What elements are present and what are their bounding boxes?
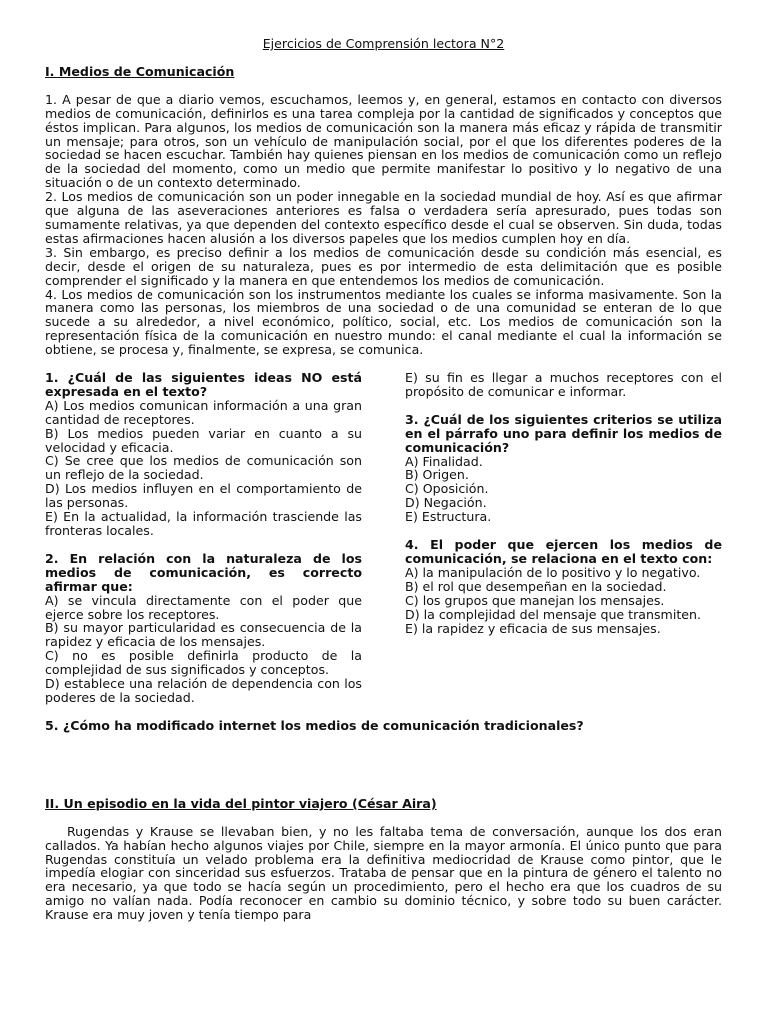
question-3-option-e: E) Estructura. [405, 509, 492, 525]
paragraph-1: 1. A pesar de que a diario vemos, escuchamos, leemos y, en general, estamos en contacto con diversos medios de comunicación, definirlos es una tarea compleja por la cantidad de significados y conceptos que éstos implican. Para algunos, los medios de comunicación son la manera más eficaz y rápida de transmitir un mensaje; para otros, son un vehículo de manipulación social, por el que los diferentes poderes de la sociedad se hacen escuchar. También hay quienes piensan en los medios de comunicación como un reflejo de la sociedad del momento, como un medio que permite manifestar lo positivo y lo negativo de una situación o de un contexto determinado. [45, 91, 722, 191]
paragraph-4: 4. Los medios de comunicación son los instrumentos mediante los cuales se informa masivamente. Son la manera como las personas, los miembros de una sociedad o de una comunidad se enteran de lo que sucede a su alrededor, a nivel económico, político, social, etc. Los medios de comunicación son la representación física de la comunicación en nuestro mundo: el canal mediante el cual la información se obtiene, se procesa y, finalmente, se expresa, se comunica. [45, 286, 722, 358]
questions-right-column [405, 371, 722, 719]
question-4-option-c: C) los grupos que manejan los mensajes. [405, 592, 665, 608]
question-4 [405, 538, 722, 635]
question-1-option-a: A) Los medios comunican información a una gran cantidad de receptores. [45, 397, 362, 427]
question-3-text: 3. ¿Cuál de los siguientes criterios se utiliza en el párrafo uno para definir los medios de comunicación? [405, 411, 722, 455]
story-paragraph: Rugendas y Krause se llevaban bien, y no les faltaba tema de conversación, aunque los dos eran callados. Ya habían hecho algunos viajes por Chile, siempre en la mayor armonía. El único punto que para Rugendas constituía un velado problema era la definitiva mediocridad de Krause como pintor, que le impedía elogiar con sinceridad sus esfuerzos. Trataba de pensar que en la pintura de género el talento no era necesario, ya que todo se hacía según un procedimiento, pero el hecho era que los cuadros de su amigo no valían nada. Podía reconocer en cambio su dominio técnico, y sobre todo su buen carácter. Krause era muy joven y tenía tiempo para [45, 823, 722, 923]
question-2-text: 2. En relación con la naturaleza de los medios de comunicación, es correcto afirmar que: [45, 550, 362, 594]
question-2-option-e: E) su fin es llegar a muchos receptores con el propósito de comunicar e informar. [405, 370, 722, 399]
question-1-text: 1. ¿Cuál de las siguientes ideas NO está expresada en el texto? [45, 370, 362, 399]
document-page [45, 37, 722, 922]
question-1-option-c: C) Se cree que los medios de comunicación son un reflejo de la sociedad. [45, 453, 362, 483]
question-3 [405, 413, 722, 524]
question-4-text: 4. El poder que ejercen los medios de comunicación, se relaciona en el texto con: [405, 537, 722, 566]
question-2-option-b: B) su mayor particularidad es consecuencia de la rapidez y eficacia de los mensajes. [45, 620, 362, 650]
question-4-option-d: D) la complejidad del mensaje que transmiten. [405, 606, 701, 622]
paragraph-2: 2. Los medios de comunicación son un poder innegable en la sociedad mundial de hoy. Así es que afirmar que alguna de las aseveraciones anteriores es falsa o verdadera sería apresurado, pues todas son sumamente relativas, ya que dependen del contexto específico desde el cual se observen. Sin duda, todas estas afirmaciones hacen alusión a los diversos papeles que los medios cumplen hoy en día. [45, 189, 722, 246]
question-2-option-d: D) establece una relación de dependencia con los poderes de la sociedad. [45, 676, 362, 705]
question-3-option-c: C) Oposición. [405, 481, 489, 497]
document-title: Ejercicios de Comprensión lectora N°2 [262, 36, 505, 51]
question-2 [45, 552, 362, 705]
section-heading-pintor: II. Un episodio en la vida del pintor viajero (César Aira) [45, 795, 437, 811]
question-3-option-b: B) Origen. [405, 467, 469, 483]
question-2-option-e-block [405, 371, 722, 399]
question-1-option-d: D) Los medios influyen en el comportamiento de las personas. [45, 481, 362, 511]
questions-left-column [45, 371, 362, 719]
question-4-option-a: A) la manipulación de lo positivo y lo negativo. [405, 564, 701, 580]
question-5-text: 5. ¿Cómo ha modificado internet los medios de comunicación tradicionales? [45, 717, 584, 733]
paragraph-3: 3. Sin embargo, es preciso definir a los medios de comunicación desde su condición más esencial, es decir, desde el origen de su naturaleza, pues es por intermedio de esta delimitación que es posible comprender el significado y la manera en que entendemos los medios de comunicación. [45, 244, 722, 288]
question-2-option-c: C) no es posible definirla producto de la complejidad de sus significados y conceptos. [45, 648, 362, 678]
question-1 [45, 371, 362, 538]
reading-text-medios [45, 93, 722, 357]
answer-space [45, 733, 722, 783]
question-4-option-b: B) el rol que desempeñan en la sociedad. [405, 578, 667, 594]
question-3-option-a: A) Finalidad. [405, 453, 483, 469]
question-2-option-a: A) se vincula directamente con el poder que ejerce sobre los receptores. [45, 592, 362, 622]
question-1-option-e: E) En la actualidad, la información trasciende las fronteras locales. [45, 509, 362, 538]
question-3-option-d: D) Negación. [405, 495, 487, 511]
question-1-option-b: B) Los medios pueden variar en cuanto a su velocidad y eficacia. [45, 425, 362, 455]
question-4-option-e: E) la rapidez y eficacia de sus mensajes. [405, 620, 661, 636]
questions-columns [45, 371, 722, 719]
section-heading-medios: I. Medios de Comunicación [45, 63, 235, 79]
